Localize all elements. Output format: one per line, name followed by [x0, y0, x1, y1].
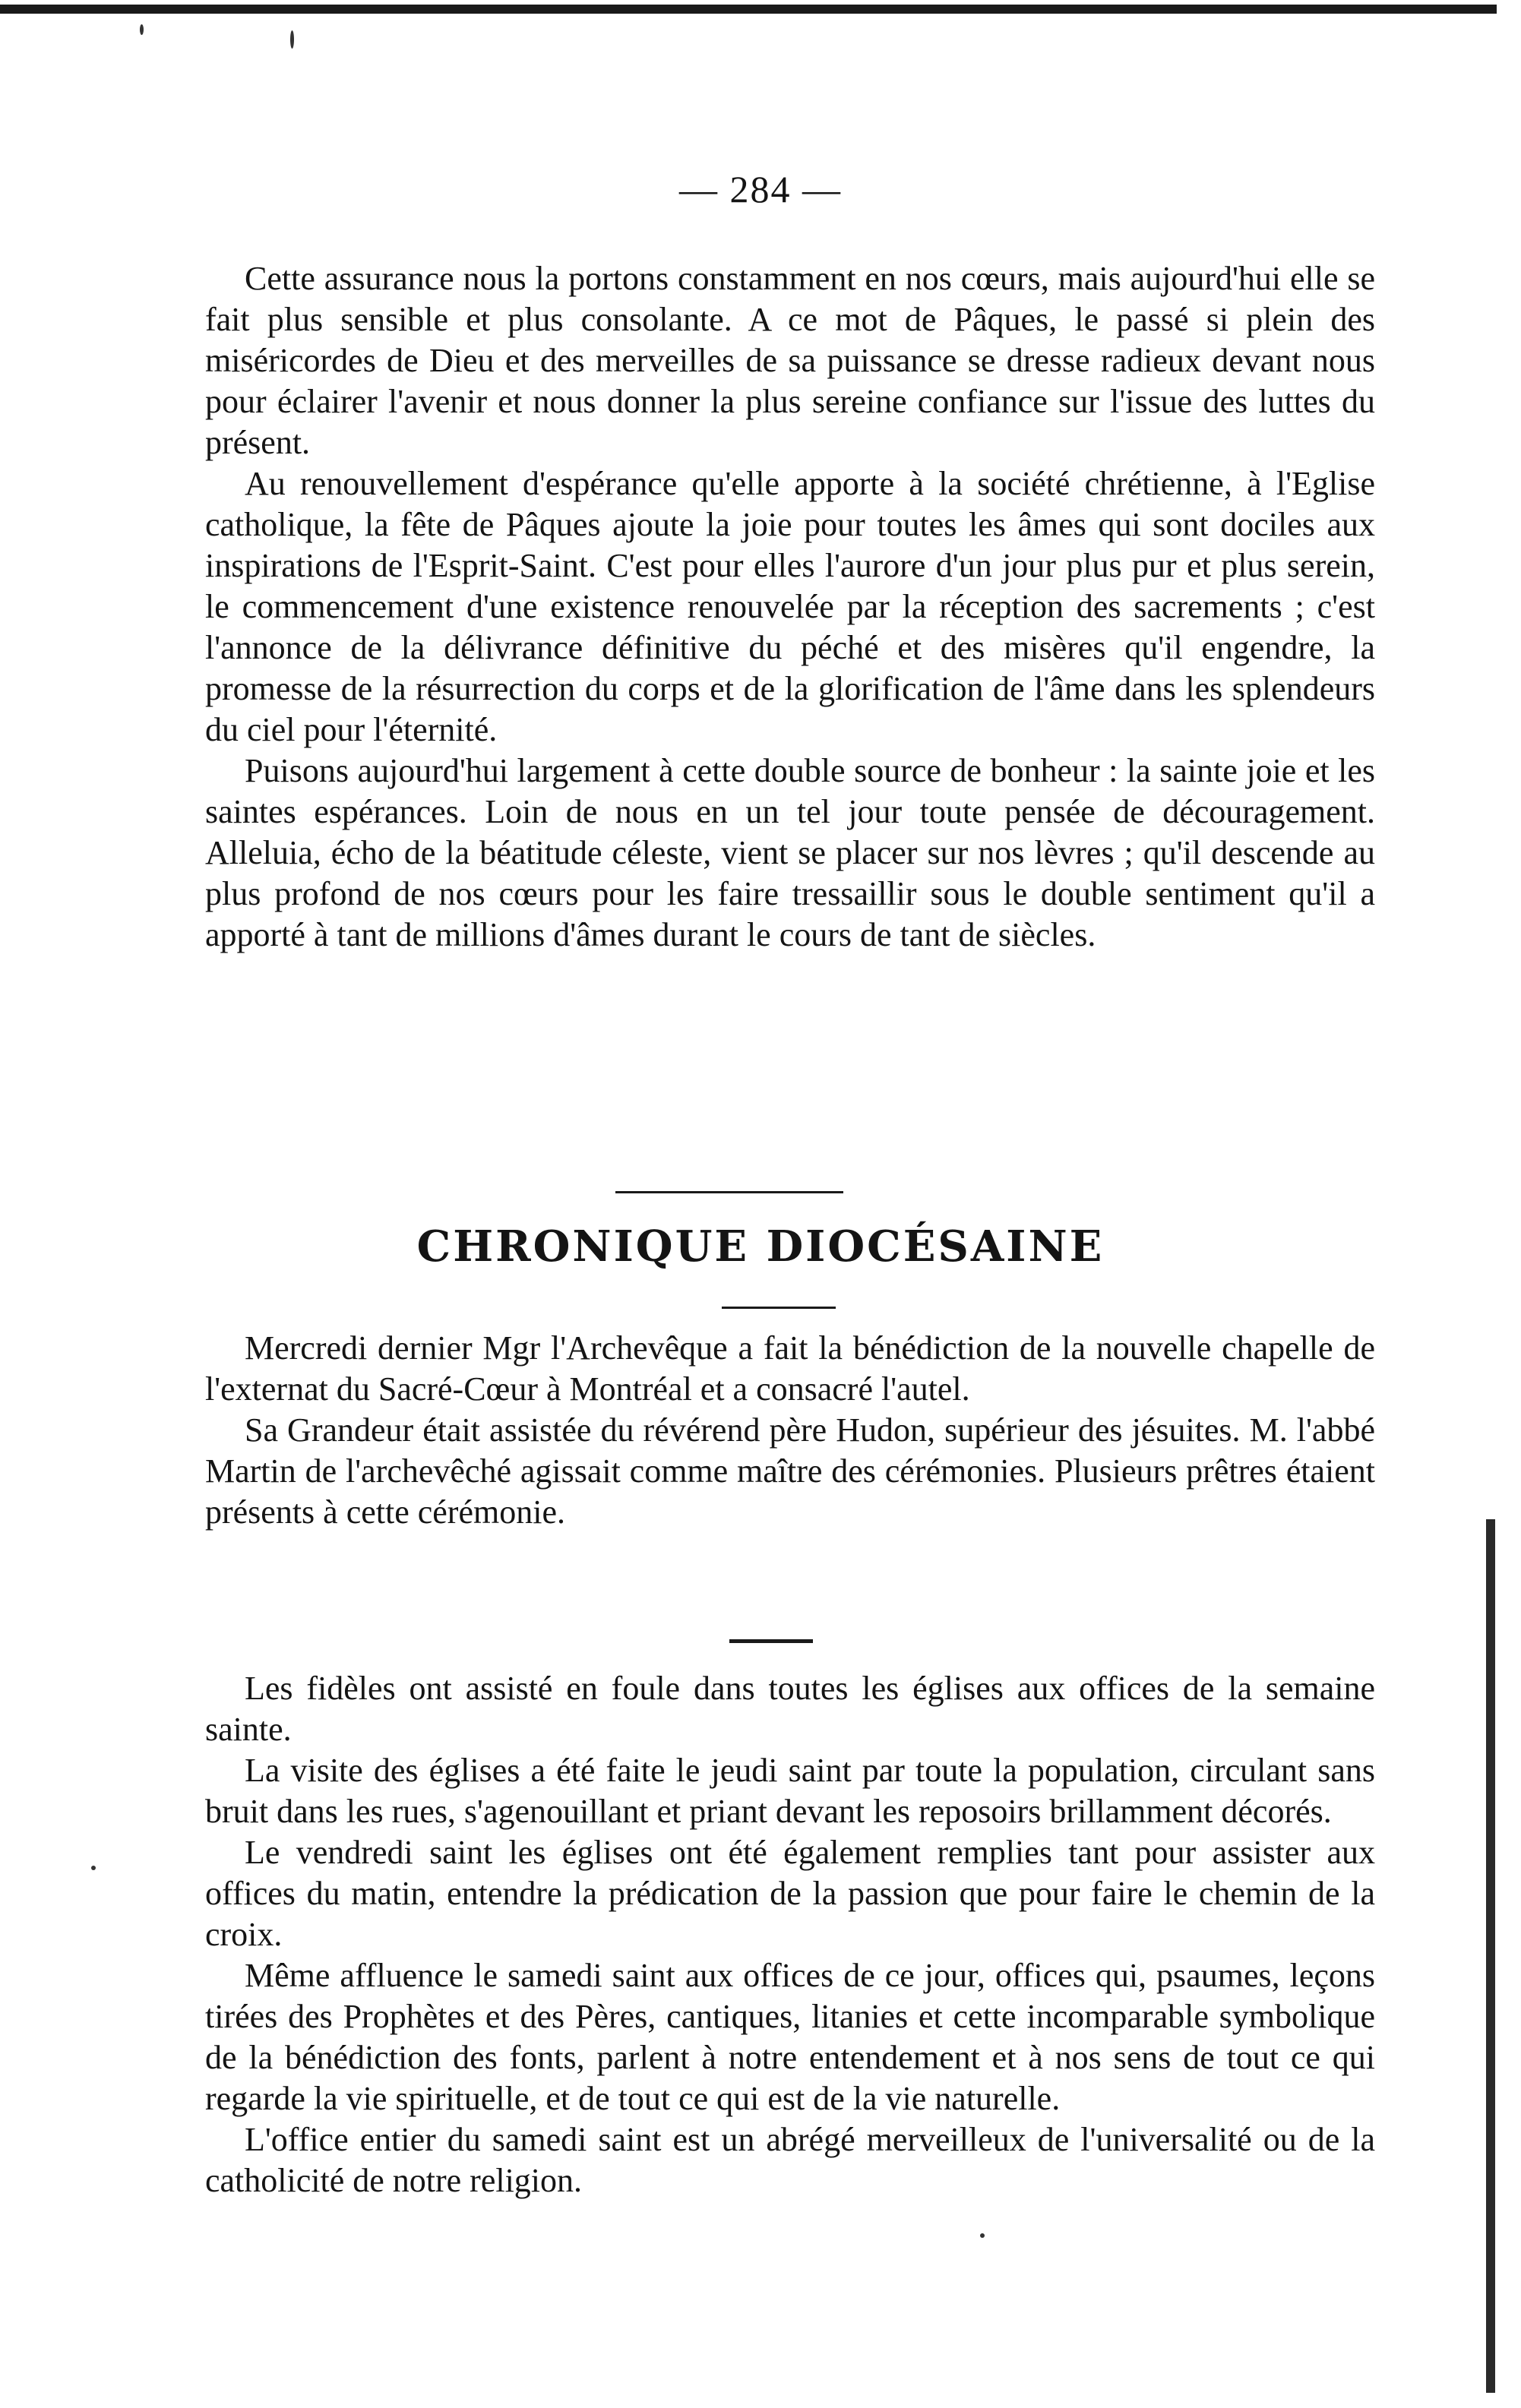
chronicle-paragraph-1: Mercredi dernier Mgr l'Archevêque a fait la bénédiction de la nouvelle chapelle de l'externat du Sacré-Cœur à Montréal et a consacré l'autel. [205, 1329, 1375, 1408]
page-number: — 284 — [679, 168, 842, 210]
holy-week-paragraph-3: Le vendredi saint les églises ont été également remplies tant pour assister aux offices du matin, entendre la prédication de la passion que pour faire le chemin de la croix. [205, 1834, 1375, 1953]
scan-speck [140, 24, 144, 35]
section-heading: CHRONIQUE DIOCÉSAINE [416, 1221, 1105, 1272]
intro-section [205, 258, 1375, 956]
item-separator [729, 1639, 813, 1643]
scan-border-top [0, 5, 1497, 14]
holy-week-paragraph-4: Même affluence le samedi saint aux offices de ce jour, offices qui, psaumes, leçons tirées des Prophètes et des Pères, cantiques, litanies et cette incomparable symbolique de la bénédiction des fonts, parlent à notre entendement et à nos sens de tout ce qui regarde la vie spirituelle, et de tout ce qui est de la vie naturelle. [205, 1957, 1375, 2117]
scan-border-right [1486, 1519, 1495, 2393]
chronicle-paragraph-2: Sa Grandeur était assistée du révérend père Hudon, supérieur des jésuites. M. l'abbé Martin de l'archevêché agissait comme maître des cérémonies. Plusieurs prêtres étaient présents à cette cérémonie. [205, 1411, 1375, 1531]
holy-week-section [205, 1668, 1375, 2201]
holy-week-paragraph-1: Les fidèles ont assisté en foule dans toutes les églises aux offices de la semaine sainte. [205, 1670, 1375, 1748]
intro-paragraph-1: Cette assurance nous la portons constamment en nos cœurs, mais aujourd'hui elle se fait plus sensible et plus consolante. A ce mot de Pâques, le passé si plein des miséricordes de Dieu et des merveilles de sa puissance se dresse radieux devant nous pour éclairer l'avenir et nous donner la plus sereine confiance sur l'issue des luttes du présent. [205, 260, 1375, 461]
intro-paragraph-2: Au renouvellement d'espérance qu'elle apporte à la société chrétienne, à l'Eglise catholique, la fête de Pâques ajoute la joie pour toutes les âmes qui sont dociles aux inspirations de l'Esprit-Saint. C'est pour elles l'aurore d'un jour plus pur et plus serein, le commencement d'une existence renouvelée par la réception des sacrements ; c'est l'annonce de la délivrance définitive du péché et des misères qu'il engendre, la promesse de la résurrection du corps et de la glorification de l'âme dans les splendeurs du ciel pour l'éternité. [205, 465, 1375, 748]
scan-speck [290, 30, 294, 49]
scan-speck [980, 2233, 985, 2238]
section-divider [615, 1191, 843, 1193]
scan-speck [91, 1866, 96, 1870]
holy-week-paragraph-5: L'office entier du samedi saint est un abrégé merveilleux de l'universalité ou de la catholicité de notre religion. [205, 2121, 1375, 2199]
chronicle-section [205, 1328, 1375, 1533]
intro-paragraph-3: Puisons aujourd'hui largement à cette double source de bonheur : la sainte joie et les saintes espérances. Loin de nous en un tel jour toute pensée de découragement. Alleluia, écho de la béatitude céleste, vient se placer sur nos lèvres ; qu'il descende au plus profond de nos cœurs pour les faire tressaillir sous le double sentiment qu'il a apporté à tant de millions d'âmes durant le cours de tant de siècles. [205, 752, 1375, 953]
holy-week-paragraph-2: La visite des églises a été faite le jeudi saint par toute la population, circulant sans bruit dans les rues, s'agenouillant et priant devant les reposoirs brillamment décorés. [205, 1752, 1375, 1830]
heading-underline [722, 1307, 836, 1309]
